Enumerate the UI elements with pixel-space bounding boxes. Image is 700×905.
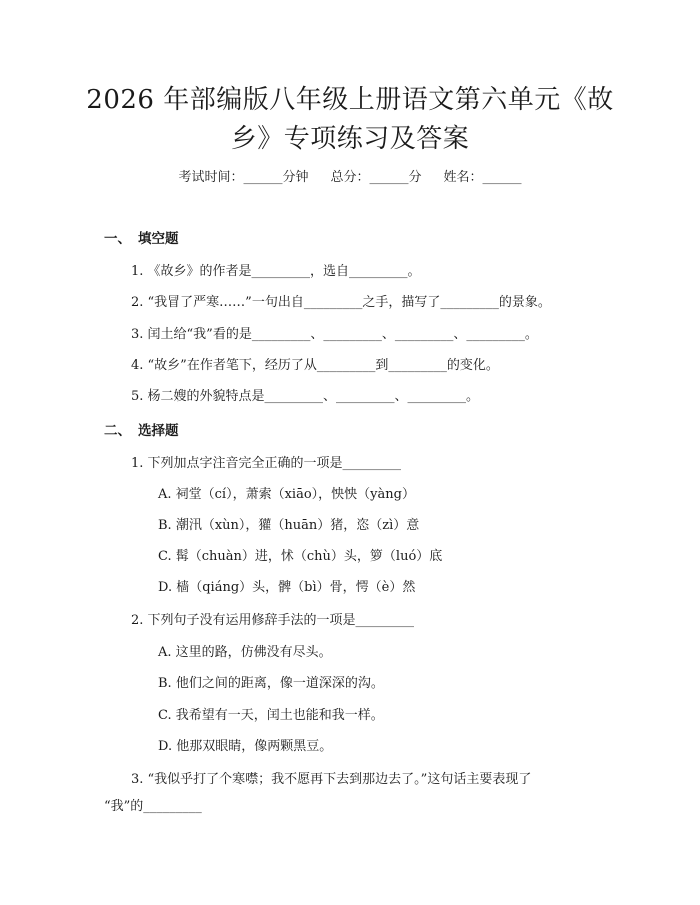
choice-2-option-b: B. 他们之间的距离，像一道深深的沟。 bbox=[158, 676, 384, 691]
section-number: 二、 bbox=[104, 423, 131, 439]
choice-question-3-line-1: 3. “我似乎打了个寒噤；我不愿再下去到那边去了。”这句话主要表现了 bbox=[131, 772, 532, 787]
document-title-line-2: 乡》专项练习及答案 bbox=[230, 124, 470, 154]
exam-time-field: 考试时间：______分钟 bbox=[178, 170, 309, 185]
choice-2-option-a: A. 这里的路，仿佛没有尽头。 bbox=[158, 645, 332, 660]
fill-question-4: 4. “故乡”在作者笔下，经历了从_________到_________的变化。 bbox=[131, 358, 499, 373]
total-score-field: 总分：______分 bbox=[330, 170, 422, 185]
choice-1-option-c: C. 髯（chuàn）进，怵（chù）头，箩（luó）底 bbox=[158, 549, 443, 564]
choice-1-option-a: A. 祠堂（cí），萧索（xiāo），怏怏（yàng） bbox=[158, 487, 415, 502]
fill-question-1: 1. 《故乡》的作者是_________，选自_________。 bbox=[131, 264, 421, 279]
fill-question-5: 5. 杨二嫂的外貌特点是_________、_________、_________。 bbox=[131, 389, 480, 404]
section-title: 选择题 bbox=[138, 423, 179, 439]
choice-2-option-c: C. 我希望有一天，闰土也能和我一样。 bbox=[158, 708, 384, 723]
exam-meta bbox=[0, 168, 700, 188]
section-choice-heading bbox=[104, 421, 179, 441]
choice-question-3-line-2: “我”的_________ bbox=[104, 799, 202, 814]
choice-1-option-b: B. 潮汛（xùn），獾（huān）猪，恣（zì）意 bbox=[158, 518, 420, 533]
section-number: 一、 bbox=[104, 231, 131, 247]
choice-2-option-d: D. 他那双眼睛，像两颗黑豆。 bbox=[158, 739, 333, 754]
document-title-line-1: 2026 年部编版八年级上册语文第六单元《故 bbox=[86, 85, 614, 115]
choice-question-2: 2. 下列句子没有运用修辞手法的一项是_________ bbox=[131, 613, 415, 628]
choice-question-1: 1. 下列加点字注音完全正确的一项是_________ bbox=[131, 456, 402, 471]
section-title: 填空题 bbox=[138, 231, 179, 247]
student-name-field: 姓名：______ bbox=[443, 170, 522, 185]
section-fill-in-heading bbox=[104, 229, 179, 249]
choice-1-option-d: D. 樯（qiáng）头，髀（bì）骨，愕（è）然 bbox=[158, 580, 416, 595]
fill-question-2: 2. “我冒了严寒……”一句出自_________之手，描写了_________的景象。 bbox=[131, 295, 551, 310]
fill-question-3: 3. 闰土给“我”看的是_________、_________、_________、_________。 bbox=[131, 327, 538, 342]
